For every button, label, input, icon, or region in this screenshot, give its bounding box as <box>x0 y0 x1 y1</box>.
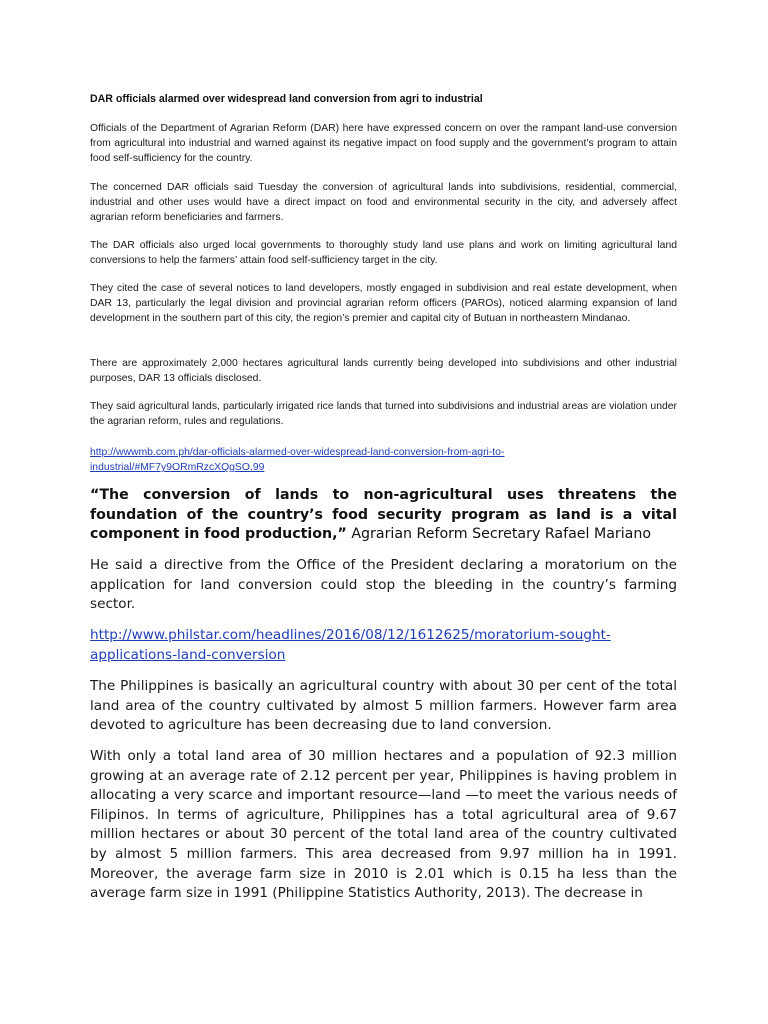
paragraph-agricultural-country: The Philippines is basically an agricultural country with about 30 per cent of the total land area of the country cultivated by almost 5 million farmers. However farm area devoted to agriculture has been decreasing due to land conversion. <box>90 678 677 734</box>
paragraph-irrigated-lands: They said agricultural lands, particularly irrigated rice lands that turned into subdivisions and industrial areas are violation under the agrarian reform, rules and regulations. <box>90 401 677 428</box>
paragraph-dar-concern: Officials of the Department of Agrarian Reform (DAR) here have expressed concern on over the rampant land-use conversion from agricultural into industrial and warned against its negative impact on food supply and the government’s program to attain food self-sufficiency for the country. <box>90 123 677 165</box>
paragraph-notices: They cited the case of several notices to land developers, mostly engaged in subdivision and real estate development, when DAR 13, particularly the legal division and provincial agrarian reform officers (PAROs), noticed alarming expansion of land development in the southern part of this city, the region’s premier and capital city of Butuan in northeastern Mindanao. <box>90 283 677 325</box>
paragraph-land-statistics: With only a total land area of 30 million hectares and a population of 92.3 million growing at an average rate of 2.12 percent per year, Philippines is having problem in allocating a very scarce and important resource—land —to meet the various needs of Filipinos. In terms of agriculture, Philippines has a total agricultural area of 9.67 million hectares or about 30 percent of the total land area of the country cultivated by almost 5 million farmers. This area decreased from 9.97 million ha in 1991. Moreover, the average farm size in 2010 is 2.01 which is 0.15 ha less than the average farm size in 1991 (Philippine Statistics Authority, 2013). The decrease in <box>90 748 677 902</box>
quote-block <box>90 486 677 545</box>
paragraph-dar-tuesday: The concerned DAR officials said Tuesday the conversion of agricultural lands into subdivisions, residential, commercial, industrial and other uses would have a direct impact on food and environmental security in the city, and adversely affect agrarian reform beneficiaries and farmers. <box>90 182 677 224</box>
quote-attribution: Agrarian Reform Secretary Rafael Mariano <box>346 526 652 543</box>
philstar-source-link[interactable]: http://www.philstar.com/headlines/2016/08/12/1612625/moratorium-sought-applications-land-conversion <box>90 627 611 663</box>
quote-text: “The conversion of lands to non-agricultural uses threatens the foundation of the country’s food security program as land is a vital component in food production,” <box>90 487 677 543</box>
paragraph-directive: He said a directive from the Office of the President declaring a moratorium on the application for land conversion could stop the bleeding in the country’s farming sector. <box>90 557 677 613</box>
mb-source-link[interactable]: http://wwwmb.com.ph/dar-officials-alarmed-over-widespread-land-conversion-from-agri-to-industrial/#MF7y9ORmRzcXQgSO.99 <box>90 447 505 474</box>
paragraph-local-governments: The DAR officials also urged local governments to thoroughly study land use plans and work on limiting agricultural land conversions to help the farmers’ attain food self-sufficiency target in the city. <box>90 240 677 267</box>
paragraph-hectares: There are approximately 2,000 hectares agricultural lands currently being developed into subdivisions and other industrial purposes, DAR 13 officials disclosed. <box>90 358 677 385</box>
article-title: DAR officials alarmed over widespread land conversion from agri to industrial <box>90 93 483 105</box>
